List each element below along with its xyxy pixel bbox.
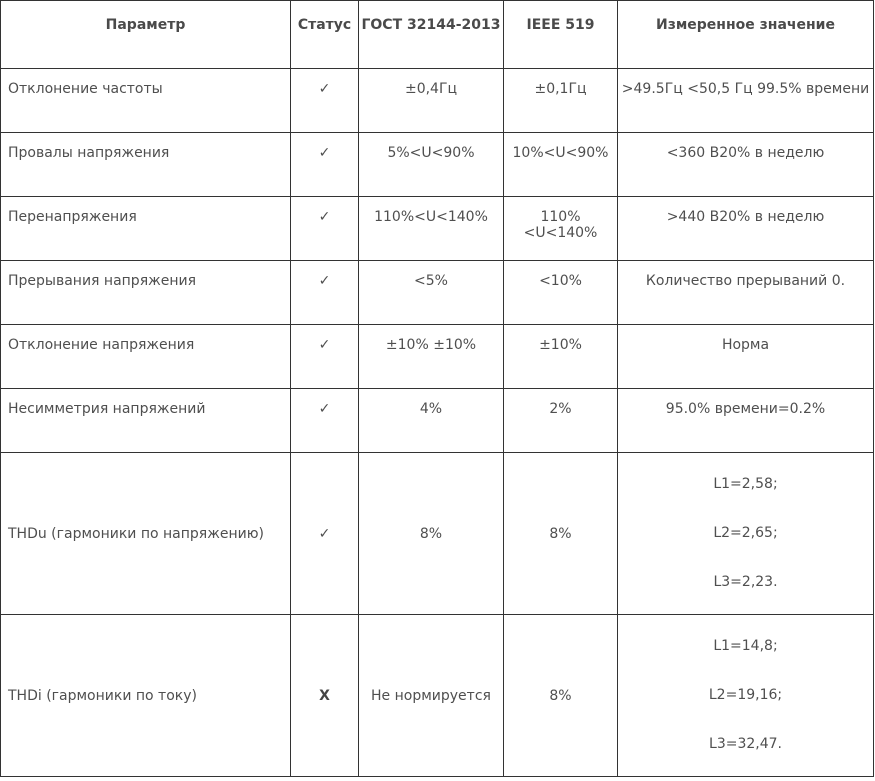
- cell-ieee: <10%: [504, 261, 618, 325]
- cell-param: Отклонение напряжения: [1, 325, 291, 389]
- measured-line-l1: L1=2,58;: [713, 476, 778, 492]
- cell-measured: [618, 615, 874, 777]
- cell-status: ✓: [291, 261, 359, 325]
- cell-gost: ±0,4Гц: [359, 69, 504, 133]
- cell-gost: 4%: [359, 389, 504, 453]
- cell-gost: ±10% ±10%: [359, 325, 504, 389]
- table-row: [1, 453, 874, 615]
- cell-measured: 95.0% времени=0.2%: [618, 389, 874, 453]
- header-status: Статус: [291, 1, 359, 69]
- cell-param: Прерывания напряжения: [1, 261, 291, 325]
- cell-status: ✓: [291, 389, 359, 453]
- cell-ieee: 2%: [504, 389, 618, 453]
- header-gost: ГОСТ 32144-2013: [359, 1, 504, 69]
- cell-gost: 8%: [359, 453, 504, 615]
- measured-line-l3: L3=2,23.: [713, 574, 778, 590]
- header-measured: Измеренное значение: [618, 1, 874, 69]
- cell-ieee: 10%<U<90%: [504, 133, 618, 197]
- table-row: [1, 197, 874, 261]
- cell-status: ✓: [291, 453, 359, 615]
- measured-line-l2: L2=2,65;: [713, 525, 778, 541]
- measured-line-l2: L2=19,16;: [708, 687, 783, 703]
- cell-param: Провалы напряжения: [1, 133, 291, 197]
- table-row: [1, 325, 874, 389]
- table-row: [1, 389, 874, 453]
- header-param: Параметр: [1, 1, 291, 69]
- measured-line-l3: L3=32,47.: [709, 736, 782, 752]
- cell-param: Отклонение частоты: [1, 69, 291, 133]
- cell-status: X: [291, 615, 359, 777]
- cell-measured: >49.5Гц <50,5 Гц 99.5% времени: [618, 69, 874, 133]
- cell-measured: Количество прерываний 0.: [618, 261, 874, 325]
- cell-measured: <360 В20% в неделю: [618, 133, 874, 197]
- cell-param: THDi (гармоники по току): [1, 615, 291, 777]
- cell-measured: >440 В20% в неделю: [618, 197, 874, 261]
- cell-gost: 110%<U<140%: [359, 197, 504, 261]
- table-row: [1, 615, 874, 777]
- cell-status: ✓: [291, 197, 359, 261]
- cell-ieee: ±10%: [504, 325, 618, 389]
- cell-ieee: ±0,1Гц: [504, 69, 618, 133]
- table-row: [1, 261, 874, 325]
- header-ieee: IEEE 519: [504, 1, 618, 69]
- cell-gost: Не нормируется: [359, 615, 504, 777]
- cell-status: ✓: [291, 69, 359, 133]
- cell-status: ✓: [291, 133, 359, 197]
- measured-line-l1: L1=14,8;: [713, 638, 778, 654]
- table-row: [1, 69, 874, 133]
- cell-param: Несимметрия напряжений: [1, 389, 291, 453]
- cell-ieee: 8%: [504, 615, 618, 777]
- table-row: [1, 133, 874, 197]
- cell-param: Перенапряжения: [1, 197, 291, 261]
- cell-ieee: 110%<U<140%: [504, 197, 618, 261]
- cell-measured: [618, 453, 874, 615]
- table-header-row: [1, 1, 874, 69]
- cell-status: ✓: [291, 325, 359, 389]
- cell-gost: 5%<U<90%: [359, 133, 504, 197]
- cell-ieee: 8%: [504, 453, 618, 615]
- cell-gost: <5%: [359, 261, 504, 325]
- cell-measured: Норма: [618, 325, 874, 389]
- cell-param: THDu (гармоники по напряжению): [1, 453, 291, 615]
